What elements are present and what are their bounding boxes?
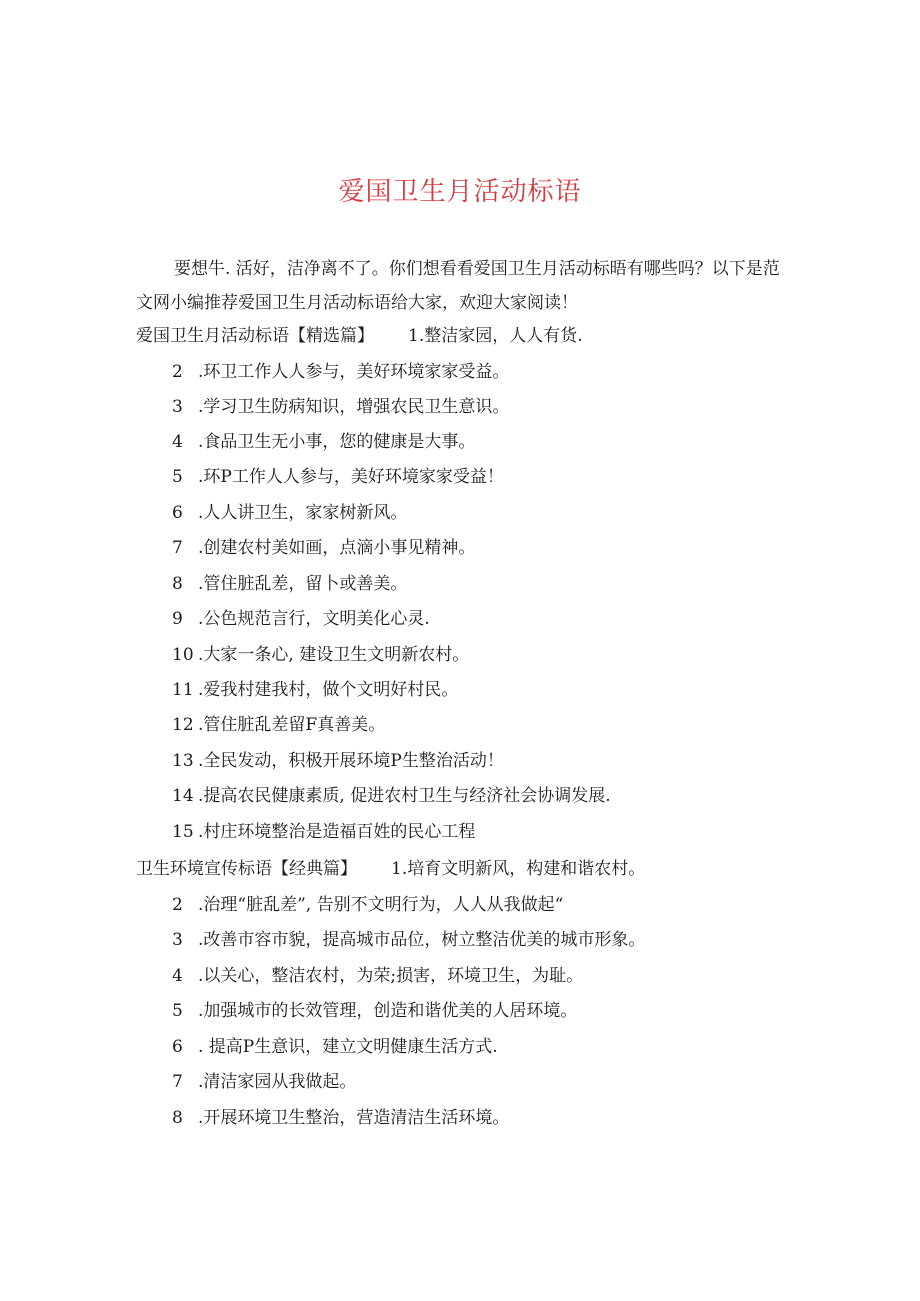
item-number: 11 <box>172 680 194 700</box>
intro-paragraph: 要想牛. 活好，洁净离不了。你们想看看爱国卫生月活动标晤有哪些吗？以下是范文网小编推荐爱国卫生月活动标语给大家，欢迎大家阅读！ <box>136 259 780 313</box>
list-item: 1.培育文明新风，构建和谐农村。 <box>391 859 646 879</box>
item-number: 7 <box>172 1072 183 1092</box>
list-item <box>172 678 458 702</box>
section-heading: 爱国卫生月活动标语【精选篇】 <box>136 326 374 346</box>
list-item <box>172 536 475 560</box>
item-text: .管住脏乱差留F真善美。 <box>198 715 386 735</box>
item-text: .环卫工作人人参与，美好环境家家受益。 <box>198 362 510 382</box>
item-number: 5 <box>172 467 183 487</box>
list-item <box>172 465 504 489</box>
list-item: 1.整洁家园，人人有货. <box>408 326 583 346</box>
list-item <box>172 784 611 808</box>
list-item <box>172 430 475 454</box>
item-number: 4 <box>172 966 183 986</box>
item-text: . 提高P生意识，建立文明健康生活方式. <box>198 1037 498 1057</box>
list-item <box>172 1106 509 1130</box>
list-item <box>172 395 509 419</box>
list-item <box>172 999 577 1023</box>
item-number: 5 <box>172 1001 183 1021</box>
list-item <box>172 928 645 952</box>
list-item <box>172 1035 498 1059</box>
item-number: 6 <box>172 503 183 523</box>
item-text: .公色规范言行，文明美化心灵. <box>198 609 430 629</box>
item-number: 12 <box>172 715 194 735</box>
item-text: .人人讲卫生，家家树新风。 <box>198 503 408 523</box>
list-item <box>172 964 583 988</box>
list-item <box>172 1070 356 1094</box>
item-number: 10 <box>172 645 194 665</box>
item-text: .创建农村美如画，点滴小事见精神。 <box>198 538 476 558</box>
section-heading-line <box>136 857 645 881</box>
item-text: .治理“脏乱差”, 告别不文明行为，人人从我做起“ <box>198 895 564 915</box>
item-number: 9 <box>172 609 183 629</box>
list-item <box>172 607 430 631</box>
section-heading-line <box>136 324 583 348</box>
item-number: 14 <box>172 786 194 806</box>
item-text: .爱我村建我村，做个文明好村民。 <box>198 680 459 700</box>
item-text: .食品卫生无小事，您的健康是大事。 <box>198 432 476 452</box>
item-number: 7 <box>172 538 183 558</box>
item-text: .清洁家园从我做起。 <box>198 1072 357 1092</box>
item-number: 8 <box>172 574 183 594</box>
list-item <box>172 572 407 596</box>
list-item <box>172 501 407 525</box>
list-item <box>172 893 563 917</box>
list-item <box>172 360 509 384</box>
item-number: 13 <box>172 751 194 771</box>
item-text: .提高农民健康素质, 促进农村卫生与经济社会协调发展. <box>198 786 611 806</box>
item-text: .以关心，整洁农村，为荣;损害，环境卫生，为耻。 <box>198 966 584 986</box>
item-text: .村庄环境整治是造福百姓的民心工程 <box>198 822 476 842</box>
item-text: .大家一条心, 建设卫生文明新农村。 <box>198 645 470 665</box>
item-number: 2 <box>172 362 183 382</box>
item-number: 8 <box>172 1108 183 1128</box>
item-text: .管住脏乱差，留卜或善美。 <box>198 574 408 594</box>
item-text: .改善市容市貌，提高城市品位，树立整洁优美的城市形象。 <box>198 930 646 950</box>
document-title: 爱国卫生月活动标语 <box>338 177 582 207</box>
item-number: 3 <box>172 930 183 950</box>
item-number: 3 <box>172 397 183 417</box>
item-text: .学习卫生防病知识，增强农民卫生意识。 <box>198 397 510 417</box>
item-number: 15 <box>172 822 194 842</box>
item-number: 6 <box>172 1037 183 1057</box>
item-text: .全民发动，积极开展环境P生整治活动！ <box>198 751 504 771</box>
list-item <box>172 713 385 737</box>
section-heading: 卫生环境宣传标语【经典篇】 <box>136 859 357 879</box>
list-item <box>172 749 504 773</box>
list-item <box>172 643 469 667</box>
list-item <box>172 820 475 844</box>
item-number: 2 <box>172 895 183 915</box>
item-text: .环P工作人人参与，美好环境家家受益！ <box>198 467 504 487</box>
item-text: .开展环境卫生整治，营造清洁生活环境。 <box>198 1108 510 1128</box>
item-number: 4 <box>172 432 183 452</box>
item-text: .加强城市的长效管理，创造和谐优美的人居环境。 <box>198 1001 578 1021</box>
